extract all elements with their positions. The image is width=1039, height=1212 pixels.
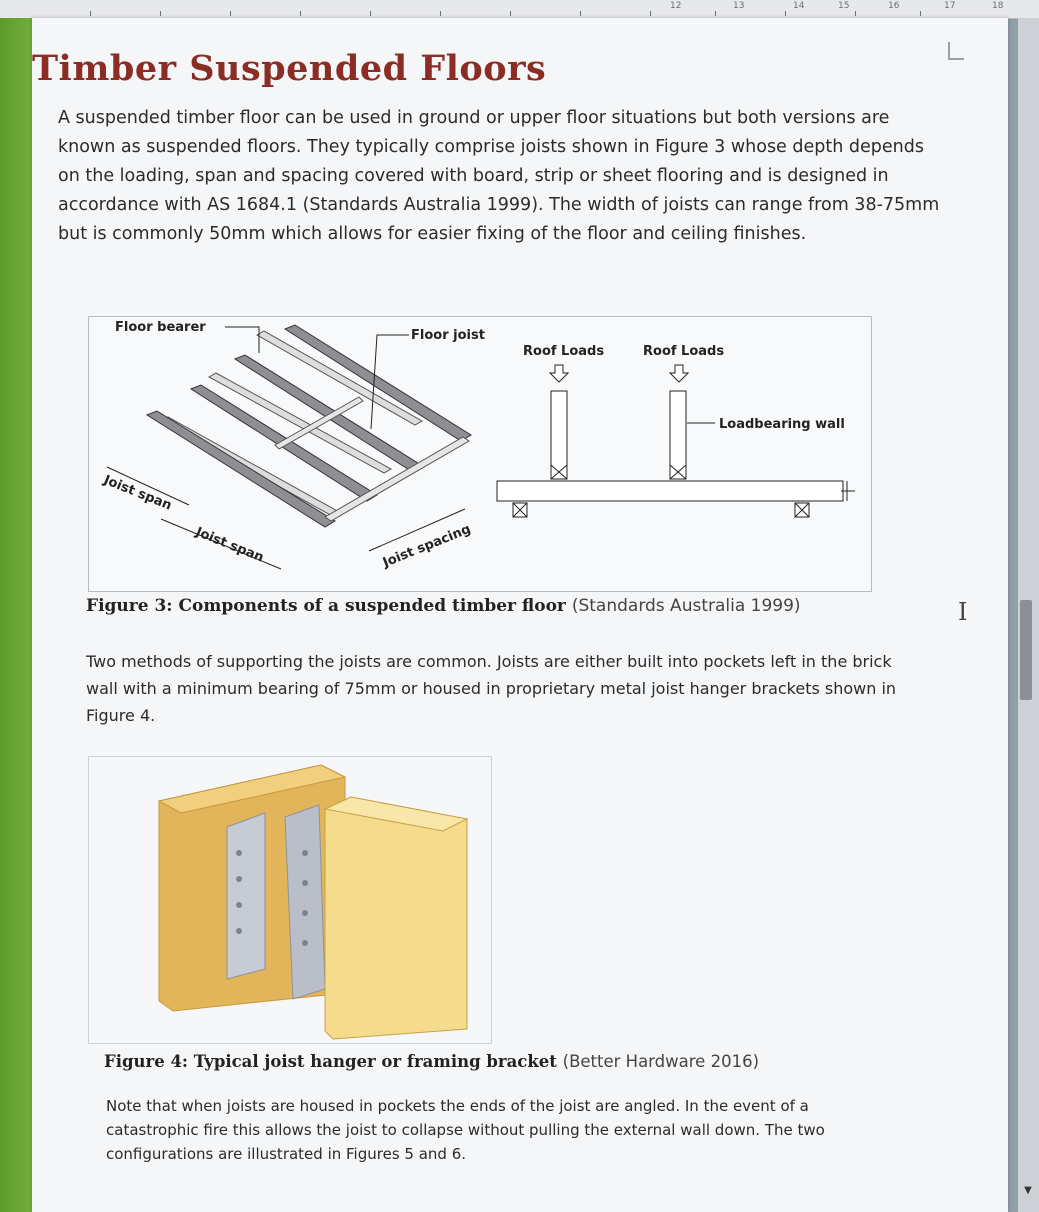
floor-beam-elevation <box>497 481 843 501</box>
label-roof-loads-2: Roof Loads <box>643 344 725 359</box>
label-floor-bearer: Floor bearer <box>115 320 206 335</box>
floor-framing-diagram <box>89 317 871 591</box>
label-joist-spacing: Joist spacing <box>380 521 473 571</box>
figure-3-caption-source: (Standards Australia 1999) <box>571 596 801 616</box>
ruler-number: 18 <box>992 1 1004 11</box>
ruler-number: 13 <box>733 1 745 11</box>
label-roof-loads-1: Roof Loads <box>523 344 605 359</box>
ruler-number: 15 <box>838 1 850 11</box>
scroll-down-arrow-icon[interactable]: ▼ <box>1024 1185 1032 1196</box>
ruler-tick <box>580 11 581 16</box>
label-floor-joist: Floor joist <box>411 328 485 343</box>
ruler-tick <box>785 11 786 16</box>
horizontal-ruler[interactable] <box>0 0 1039 19</box>
label-joist-span-2: Joist span <box>193 524 266 566</box>
ruler-number: 14 <box>793 1 805 11</box>
figure-3-caption <box>86 596 801 616</box>
ruler-tick <box>650 11 651 16</box>
text-cursor-icon: I <box>958 598 968 626</box>
figure-3-caption-title: Figure 3: Components of a suspended timber floor <box>86 596 566 616</box>
joist-hanger-illustration <box>89 757 491 1043</box>
ruler-tick <box>510 11 511 16</box>
wall-stud-right <box>670 391 686 479</box>
body-paragraph-1[interactable]: A suspended timber floor can be used in ground or upper floor situations but both versions are known as suspended floors. They typically comprise joists shown in Figure 3 whose depth depends on the loading, span and spacing covered with board, strip or sheet flooring and is designed in accordance with AS 1684.1 (Standards Australia 1999). The width of joists can range from 38-75mm but is commonly 50mm which allows for easier fixing of the floor and ceiling finishes. <box>58 108 940 244</box>
ruler-tick <box>160 11 161 16</box>
down-arrow-icon <box>550 365 568 382</box>
ruler-tick <box>715 11 716 16</box>
ruler-number: 16 <box>888 1 900 11</box>
ruler-tick <box>855 11 856 16</box>
body-paragraph-2[interactable]: Two methods of supporting the joists are common. Joists are either built into pockets left in the brick wall with a minimum bearing of 75mm or housed in proprietary metal joist hanger brackets shown in Figure 4. <box>86 652 897 725</box>
down-arrow-icon <box>670 365 688 382</box>
ruler-tick <box>230 11 231 16</box>
page-title: Timber Suspended Floors <box>32 48 547 89</box>
ruler-tick <box>920 11 921 16</box>
scrollbar-thumb[interactable] <box>1020 600 1032 700</box>
label-loadbearing-wall: Loadbearing wall <box>719 417 845 432</box>
ruler-tick <box>90 11 91 16</box>
ruler-number: 17 <box>944 1 956 11</box>
ruler-tick <box>440 11 441 16</box>
ruler-tick <box>300 11 301 16</box>
body-paragraph-3[interactable]: Note that when joists are housed in pockets the ends of the joist are angled. In the event of a catastrophic fire this allows the joist to collapse without pulling the external wall down. The two configurations are illustrated in Figures 5 and 6. <box>106 1097 825 1163</box>
figure-3-image[interactable] <box>88 316 872 592</box>
figure-4-image[interactable] <box>88 756 492 1044</box>
margin-corner-mark <box>948 42 964 60</box>
ruler-number: 12 <box>670 1 682 11</box>
figure-4-caption-title: Figure 4: Typical joist hanger or framing bracket <box>104 1052 557 1071</box>
figure-4-caption-source: (Better Hardware 2016) <box>562 1052 760 1071</box>
figure-4-caption <box>104 1052 759 1071</box>
label-joist-span-1: Joist span <box>101 472 174 514</box>
wall-stud-left <box>551 391 567 479</box>
ruler-tick <box>370 11 371 16</box>
